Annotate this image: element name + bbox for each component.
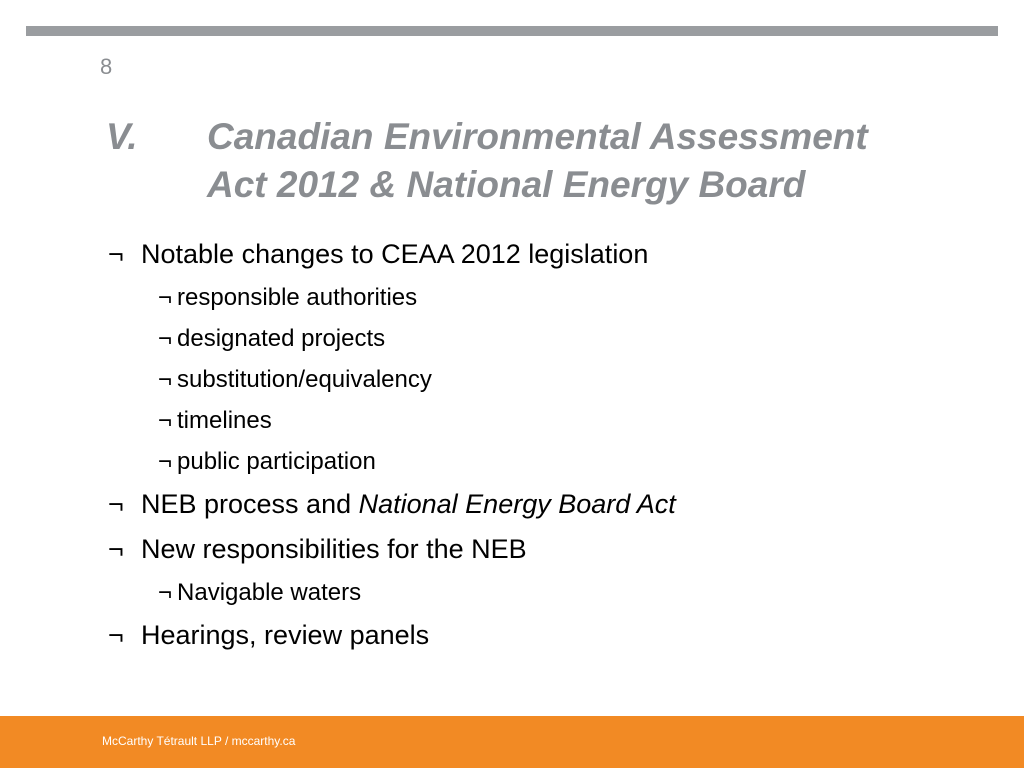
bullet-marker: ¬	[108, 489, 124, 519]
footer-website-link[interactable]: mccarthy.ca	[231, 734, 296, 748]
bullet-text: Notable changes to CEAA 2012 legislation	[141, 239, 649, 269]
sub-bullet-item	[158, 407, 272, 435]
bullet-marker: ¬	[108, 620, 124, 650]
bullet-marker: ¬	[158, 366, 173, 393]
bullet-marker: ¬	[108, 239, 124, 269]
bullet-item	[108, 534, 527, 565]
bullet-text: designated projects	[177, 325, 386, 352]
sub-bullet-item	[158, 325, 385, 353]
title-text-line-1: Canadian Environmental Assessment	[207, 116, 868, 157]
title-line-2	[106, 161, 1006, 209]
footer-bar	[0, 716, 1024, 768]
bullet-item	[108, 620, 429, 651]
bullet-text: NEB process and	[141, 489, 359, 519]
bullet-text: Navigable waters	[177, 579, 362, 606]
title-line-1	[106, 113, 1006, 161]
bullet-marker: ¬	[158, 407, 173, 434]
footer-company: McCarthy Tétrault LLP /	[102, 734, 232, 748]
bullet-marker: ¬	[158, 284, 173, 311]
slide-number: 8	[100, 54, 113, 79]
bullet-marker: ¬	[108, 534, 124, 564]
bullet-text: public participation	[177, 448, 376, 475]
slide-title	[106, 113, 1006, 209]
bullet-marker: ¬	[158, 579, 173, 606]
sub-bullet-item	[158, 579, 361, 607]
sub-bullet-item	[158, 366, 432, 394]
bullet-text: responsible authorities	[177, 284, 418, 311]
act-title-italic: National Energy Board Act	[358, 489, 676, 519]
bullet-text: Hearings, review panels	[141, 620, 430, 650]
top-accent-bar	[26, 26, 998, 36]
bullet-text: substitution/equivalency	[177, 366, 432, 393]
sub-bullet-item	[158, 448, 376, 476]
title-text-line-2: Act 2012 & National Energy Board	[207, 164, 806, 205]
sub-bullet-item	[158, 284, 417, 312]
bullet-marker: ¬	[158, 448, 173, 475]
bullet-text: New responsibilities for the NEB	[141, 534, 527, 564]
bullet-item	[108, 239, 648, 270]
bullet-marker: ¬	[158, 325, 173, 352]
footer-text	[102, 734, 295, 748]
title-section-number: V.	[106, 116, 138, 157]
bullet-item	[108, 489, 676, 520]
bullet-text: timelines	[177, 407, 272, 434]
